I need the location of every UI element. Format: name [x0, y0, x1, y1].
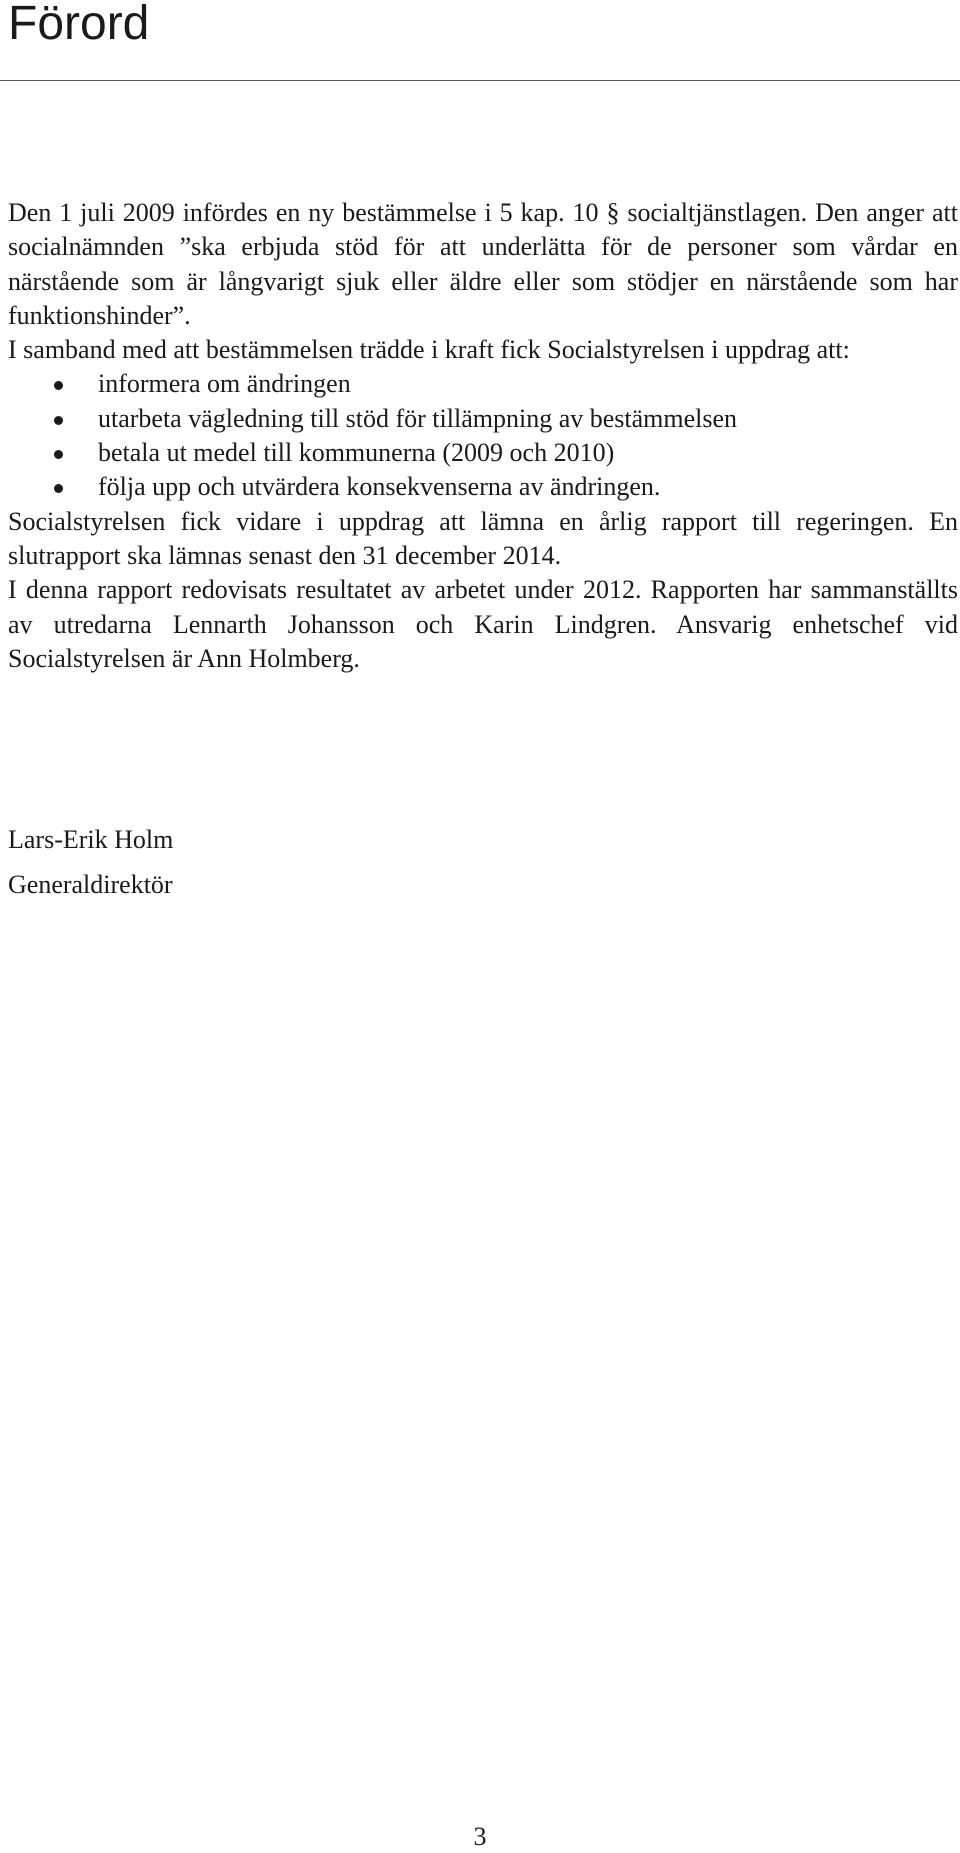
page-number: 3 [473, 1822, 487, 1851]
list-item [8, 436, 958, 470]
list-item [8, 367, 958, 401]
list-item [8, 402, 958, 436]
heading-divider [0, 80, 960, 81]
bullet-icon [54, 484, 63, 493]
page-title: Förord [8, 0, 150, 50]
bullet-icon [54, 381, 63, 390]
list-item-text: betala ut medel till kommunerna (2009 och 2010) [98, 438, 615, 468]
list-item-text: utarbeta vägledning till stöd för tillämpning av bestämmelsen [98, 403, 738, 433]
paragraph-annual-report: Socialstyrelsen fick vidare i uppdrag att lämna en årlig rapport till regeringen. En slutrapport ska lämnas senast den 31 december 2014. [8, 506, 958, 570]
list-item-text: följa upp och utvärdera konsekvenserna av ändringen. [98, 472, 661, 502]
signature-title: Generaldirektör [8, 870, 173, 899]
signature-block [8, 817, 173, 907]
bullet-icon [54, 450, 63, 459]
list-item-text: informera om ändringen [98, 369, 351, 399]
paragraph-this-report: I denna rapport redovisats resultatet av arbetet under 2012. Rapporten har sammanställts av utredarna Lennarth Johansson och Karin Lindgren. Ansvarig enhetschef vid Socialstyrelsen är Ann Holmberg. [8, 575, 958, 673]
paragraph-assignment: I samband med att bestämmelsen trädde i kraft fick Socialstyrelsen i uppdrag att: [8, 335, 850, 365]
assignment-list [8, 367, 958, 504]
bullet-icon [54, 416, 63, 425]
list-item [8, 470, 958, 504]
body-text [8, 196, 958, 676]
signature-name: Lars-Erik Holm [8, 825, 174, 854]
paragraph-intro: Den 1 juli 2009 infördes en ny bestämmelse i 5 kap. 10 § socialtjänstlagen. Den anger att socialnämnden ”ska erbjuda stöd för att underlätta för de personer som vårdar en närstående som är långvarigt sjuk eller äldre eller som stödjer en närstående som har funktionshinder”. [8, 198, 958, 330]
